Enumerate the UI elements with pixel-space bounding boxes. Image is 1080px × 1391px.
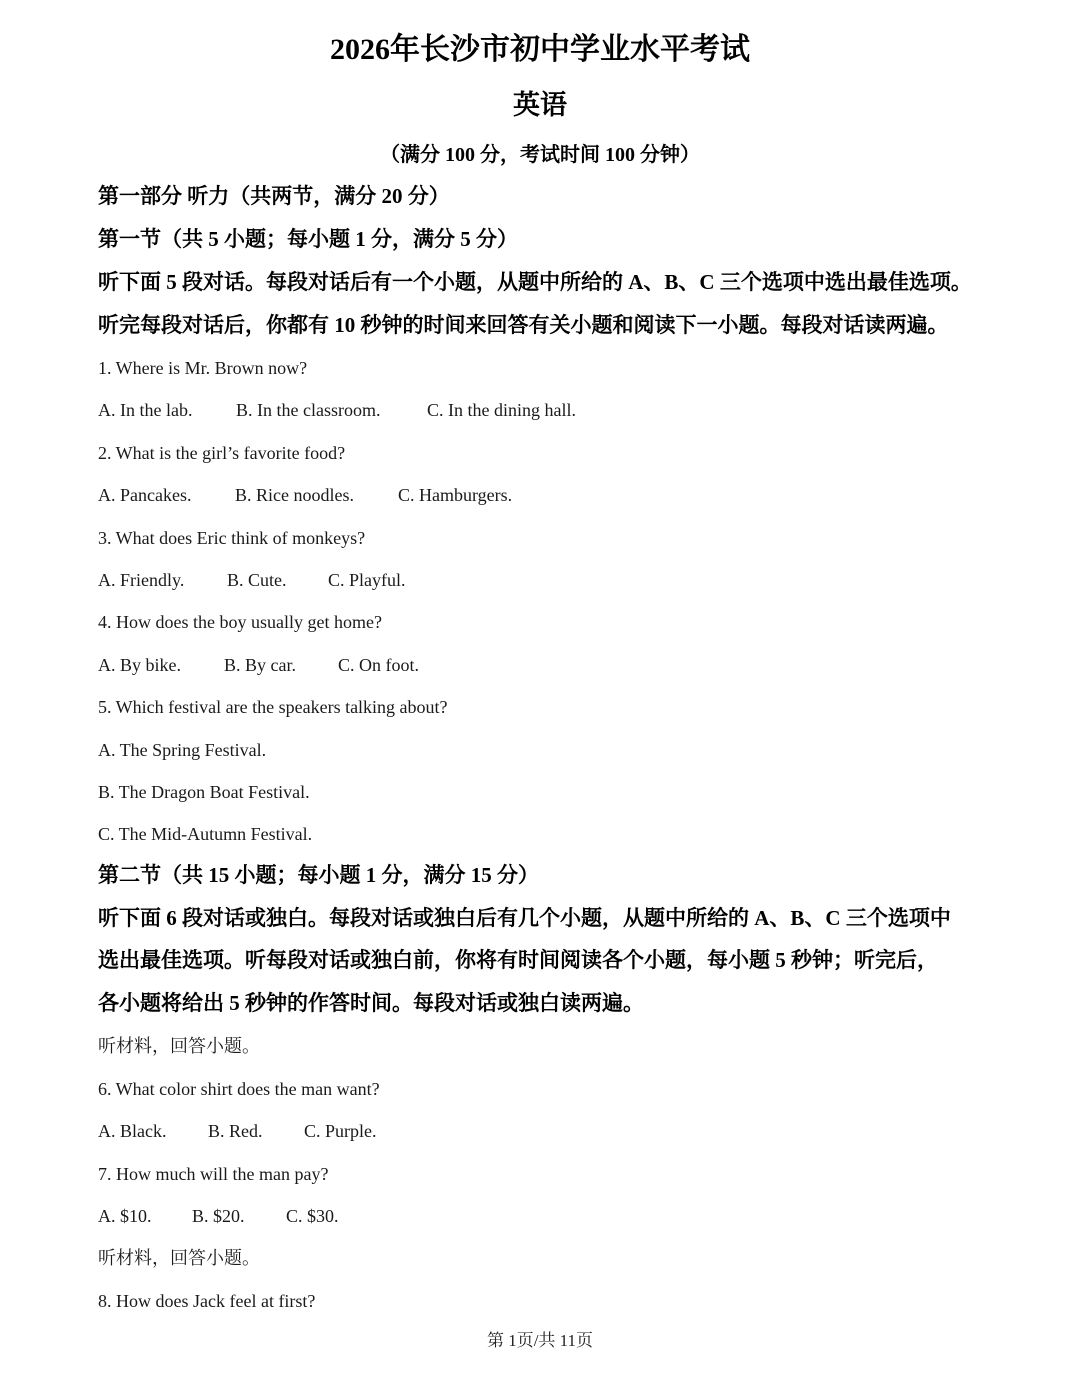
question-options	[98, 653, 419, 677]
option: A. Black.	[98, 1121, 167, 1141]
option: B. $20.	[192, 1206, 245, 1226]
question-text: 8. How does Jack feel at first?	[98, 1291, 316, 1311]
question-options	[98, 568, 406, 592]
option: B. Cute.	[227, 570, 287, 590]
section1-instruction-line: 听下面 5 段对话。每段对话后有一个小题，从题中所给的 A、B、C 三个选项中选出最佳选项。	[98, 270, 972, 294]
option: B. Rice noodles.	[235, 485, 354, 505]
question-text: 1. Where is Mr. Brown now?	[98, 358, 308, 378]
option: C. Purple.	[304, 1121, 377, 1141]
option: B. Red.	[208, 1121, 263, 1141]
option: A. In the lab.	[98, 400, 193, 420]
option: C. In the dining hall.	[427, 400, 576, 420]
option: C. The Mid-Autumn Festival.	[98, 824, 313, 844]
page-number: 第 1页/共 11页	[486, 1331, 594, 1350]
option: B. In the classroom.	[236, 400, 381, 420]
question-text: 2. What is the girl’s favorite food?	[98, 443, 346, 463]
question-text: 4. How does the boy usually get home?	[98, 612, 382, 632]
section2-instruction-line: 选出最佳选项。听每段对话或独白前，你将有时间阅读各个小题，每小题 5 秒钟；听完后，	[98, 948, 938, 972]
option: A. Friendly.	[98, 570, 185, 590]
option: C. $30.	[286, 1206, 339, 1226]
option: C. Playful.	[328, 570, 406, 590]
option: A. Pancakes.	[98, 485, 192, 505]
option: A. The Spring Festival.	[98, 740, 267, 760]
listen-label: 听材料，回答小题。	[98, 1248, 260, 1268]
option: A. $10.	[98, 1206, 152, 1226]
question-text: 5. Which festival are the speakers talking about?	[98, 697, 448, 717]
part1-heading: 第一部分 听力（共两节，满分 20 分）	[98, 184, 450, 208]
exam-score-note: （满分 100 分，考试时间 100 分钟）	[380, 144, 700, 166]
question-options	[98, 1204, 339, 1228]
question-text: 6. What color shirt does the man want?	[98, 1079, 380, 1099]
section1-instruction-line: 听完每段对话后，你都有 10 秒钟的时间来回答有关小题和阅读下一小题。每段对话读两遍。	[98, 313, 949, 337]
section2-instruction-line: 听下面 6 段对话或独白。每段对话或独白后有几个小题，从题中所给的 A、B、C 三个选项中	[98, 906, 951, 930]
question-text: 3. What does Eric think of monkeys?	[98, 528, 366, 548]
question-text: 7. How much will the man pay?	[98, 1164, 329, 1184]
question-options	[98, 483, 512, 507]
option: B. By car.	[224, 655, 296, 675]
section2-heading: 第二节（共 15 小题；每小题 1 分，满分 15 分）	[98, 863, 539, 887]
question-options	[98, 1119, 377, 1143]
exam-title: 2026年长沙市初中学业水平考试	[330, 33, 750, 66]
option: A. By bike.	[98, 655, 181, 675]
option: C. Hamburgers.	[398, 485, 513, 505]
exam-subject: 英语	[513, 90, 567, 120]
option: C. On foot.	[338, 655, 419, 675]
listen-label: 听材料，回答小题。	[98, 1036, 260, 1056]
option: B. The Dragon Boat Festival.	[98, 782, 310, 802]
question-options	[98, 398, 576, 422]
section1-heading: 第一节（共 5 小题；每小题 1 分，满分 5 分）	[98, 227, 518, 251]
section2-instruction-line: 各小题将给出 5 秒钟的作答时间。每段对话或独白读两遍。	[98, 991, 644, 1015]
